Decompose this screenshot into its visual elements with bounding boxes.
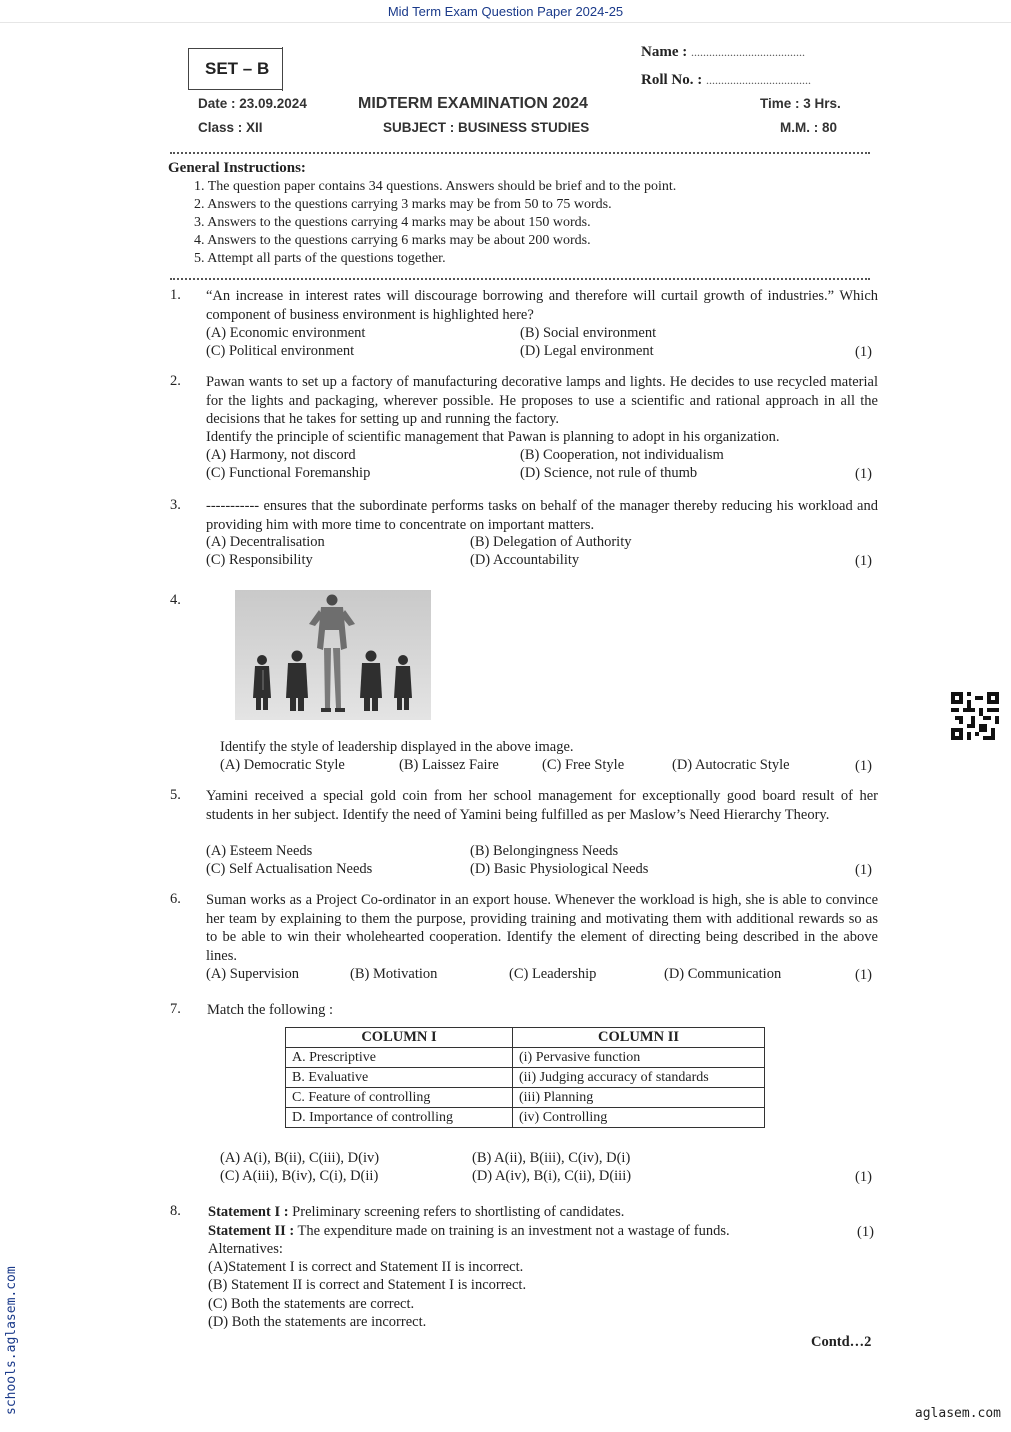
instruction-item: 3. Answers to the questions carrying 4 marks may be about 150 words.: [194, 215, 591, 230]
question-number: 3.: [170, 497, 181, 513]
instructions-title: General Instructions:: [168, 160, 306, 176]
question-2-text: Pawan wants to set up a factory of manufacturing decorative lamps and lights. He decides to use recycled material for the lights and packaging, wherever possible. He proposes to use a scientific and rational approach in all the decisions that he takes for setting up and running the factory.: [206, 374, 878, 427]
option-c: (C) Responsibility: [206, 552, 313, 568]
question-number: 2.: [170, 373, 181, 389]
question-4-text: Identify the style of leadership displayed in the above image.: [220, 739, 574, 755]
option-c: (C) Self Actualisation Needs: [206, 861, 373, 877]
alternatives-label: Alternatives:: [208, 1241, 283, 1257]
instruction-item: 1. The question paper contains 34 questions. Answers should be brief and to the point.: [194, 179, 677, 194]
roll-blank: ...................................: [706, 73, 811, 87]
instruction-item: 2. Answers to the questions carrying 3 marks may be from 50 to 75 words.: [194, 197, 612, 212]
question-6-text: Suman works as a Project Co-ordinator in an export house. Whenever the workload is high, she is able to convince her team by explaining to them the purpose, providing training and motivating them with additional rewards so as to be able to win their wholehearted cooperation. Identify the element of directing being described in the above lines.: [206, 892, 878, 964]
marks: (1): [855, 344, 872, 360]
question-2-prompt: Identify the principle of scientific management that Pawan is planning to adopt in his organization.: [206, 429, 780, 445]
table-cell: (iv) Controlling: [513, 1108, 765, 1128]
header-divider: [0, 22, 1011, 23]
question-number: 5.: [170, 787, 181, 803]
name-field: [641, 44, 805, 61]
option-d: (D) Autocratic Style: [672, 757, 790, 773]
table-row: [286, 1068, 765, 1088]
option-c: (C) Functional Foremanship: [206, 465, 371, 481]
question-1-text: “An increase in interest rates will discourage borrowing and therefore will curtail growth of industries.” Which component of business environment is highlighted here?: [206, 288, 878, 323]
class-label: Class : XII: [198, 120, 263, 135]
option-b: (B) Laissez Faire: [399, 757, 499, 773]
question-number: 6.: [170, 891, 181, 907]
alternative-d: (D) Both the statements are incorrect.: [208, 1314, 427, 1330]
continued-note: Contd…2: [811, 1334, 872, 1350]
match-table: [285, 1027, 765, 1128]
statement-2: [208, 1222, 730, 1241]
option-d: (D) Basic Physiological Needs: [470, 861, 649, 877]
alternative-a: (A)Statement I is correct and Statement II is incorrect.: [208, 1259, 524, 1275]
statement-1: [208, 1203, 624, 1222]
question-3-text: ----------- ensures that the subordinate performs tasks on behalf of the manager thereby reducing his workload and providing him with more time to concentrate on important matters.: [206, 498, 878, 533]
option-b: (B) Social environment: [520, 325, 657, 341]
marks: (1): [855, 758, 872, 774]
table-cell: (i) Pervasive function: [513, 1048, 765, 1068]
option-b: (B) Motivation: [350, 966, 438, 982]
name-blank: ......................................: [690, 45, 805, 59]
subject-label: SUBJECT : BUSINESS STUDIES: [383, 120, 590, 135]
option-a: (A) Harmony, not discord: [206, 447, 356, 463]
question-number: 4.: [170, 592, 181, 608]
question-7-text: Match the following :: [207, 1002, 334, 1018]
table-cell: C. Feature of controlling: [286, 1088, 513, 1108]
marks: (1): [855, 553, 872, 569]
roll-field: [641, 72, 811, 89]
question-number: 8.: [170, 1203, 181, 1219]
table-row: [286, 1088, 765, 1108]
instruction-item: 4. Answers to the questions carrying 6 marks may be about 200 words.: [194, 233, 591, 248]
exam-time: Time : 3 Hrs.: [760, 96, 841, 111]
dotted-divider: [170, 278, 870, 280]
side-watermark-url[interactable]: schools.aglasem.com: [4, 1266, 19, 1415]
table-cell: B. Evaluative: [286, 1068, 513, 1088]
set-box-edge: [282, 47, 283, 91]
leadership-photo: [235, 590, 431, 720]
option-b: (B) Belongingness Needs: [470, 843, 619, 859]
statement-1-label: Statement I :: [208, 1204, 289, 1220]
column-header: COLUMN II: [513, 1028, 765, 1048]
table-row: [286, 1108, 765, 1128]
table-cell: A. Prescriptive: [286, 1048, 513, 1068]
statement-2-text: The expenditure made on training is an investment not a wastage of funds.: [294, 1223, 730, 1239]
option-c: (C) Leadership: [509, 966, 597, 982]
max-marks: M.M. : 80: [780, 120, 838, 135]
option-a: (A) Decentralisation: [206, 534, 325, 550]
column-header: COLUMN I: [286, 1028, 513, 1048]
option-b: (B) Cooperation, not individualism: [520, 447, 724, 463]
alternative-b: (B) Statement II is correct and Statement I is incorrect.: [208, 1277, 527, 1293]
question-5-text: Yamini received a special gold coin from her school management for exceptionally good board result of her students in her subject. Identify the need of Yamini being fulfilled as per Maslow’s Need Hierarchy Theory.: [206, 788, 878, 823]
leadership-illustration: [235, 590, 431, 720]
alternative-c: (C) Both the statements are correct.: [208, 1296, 415, 1312]
option-c: (C) A(iii), B(iv), C(i), D(ii): [220, 1168, 379, 1184]
option-a: (A) Esteem Needs: [206, 843, 313, 859]
marks: (1): [855, 862, 872, 878]
page-header-title: Mid Term Exam Question Paper 2024-25: [387, 4, 624, 19]
statement-1-text: Preliminary screening refers to shortlisting of candidates.: [288, 1204, 625, 1220]
option-d: (D) Legal environment: [520, 343, 654, 359]
option-b: (B) Delegation of Authority: [470, 534, 632, 550]
roll-label: Roll No. :: [641, 72, 703, 88]
option-a: (A) Democratic Style: [220, 757, 345, 773]
footer-url[interactable]: aglasem.com: [914, 1406, 1001, 1421]
set-box: [188, 48, 283, 90]
option-b: (B) A(ii), B(iii), C(iv), D(i): [472, 1150, 631, 1166]
option-d: (D) Communication: [664, 966, 782, 982]
marks: (1): [855, 466, 872, 482]
table-cell: (iii) Planning: [513, 1088, 765, 1108]
question-number: 7.: [170, 1001, 181, 1017]
option-a: (A) Supervision: [206, 966, 300, 982]
option-d: (D) A(iv), B(i), C(ii), D(iii): [472, 1168, 632, 1184]
name-label: Name :: [641, 44, 688, 60]
option-c: (C) Political environment: [206, 343, 355, 359]
option-c: (C) Free Style: [542, 757, 625, 773]
marks: (1): [857, 1224, 874, 1240]
exam-date: Date : 23.09.2024: [198, 96, 307, 111]
option-d: (D) Science, not rule of thumb: [520, 465, 698, 481]
question-number: 1.: [170, 287, 181, 303]
marks: (1): [855, 967, 872, 983]
instruction-item: 5. Attempt all parts of the questions together.: [194, 251, 446, 266]
option-a: (A) Economic environment: [206, 325, 366, 341]
option-d: (D) Accountability: [470, 552, 580, 568]
marks: (1): [855, 1169, 872, 1185]
set-label: SET – B: [205, 59, 270, 78]
qr-code-icon: [951, 692, 999, 740]
table-row: [286, 1048, 765, 1068]
exam-title: MIDTERM EXAMINATION 2024: [358, 95, 588, 112]
option-a: (A) A(i), B(ii), C(iii), D(iv): [220, 1150, 380, 1166]
instructions-list: [194, 178, 676, 268]
statement-2-label: Statement II :: [208, 1223, 295, 1239]
dotted-divider: [170, 152, 870, 154]
table-header-row: [286, 1028, 765, 1048]
table-cell: (ii) Judging accuracy of standards: [513, 1068, 765, 1088]
table-cell: D. Importance of controlling: [286, 1108, 513, 1128]
